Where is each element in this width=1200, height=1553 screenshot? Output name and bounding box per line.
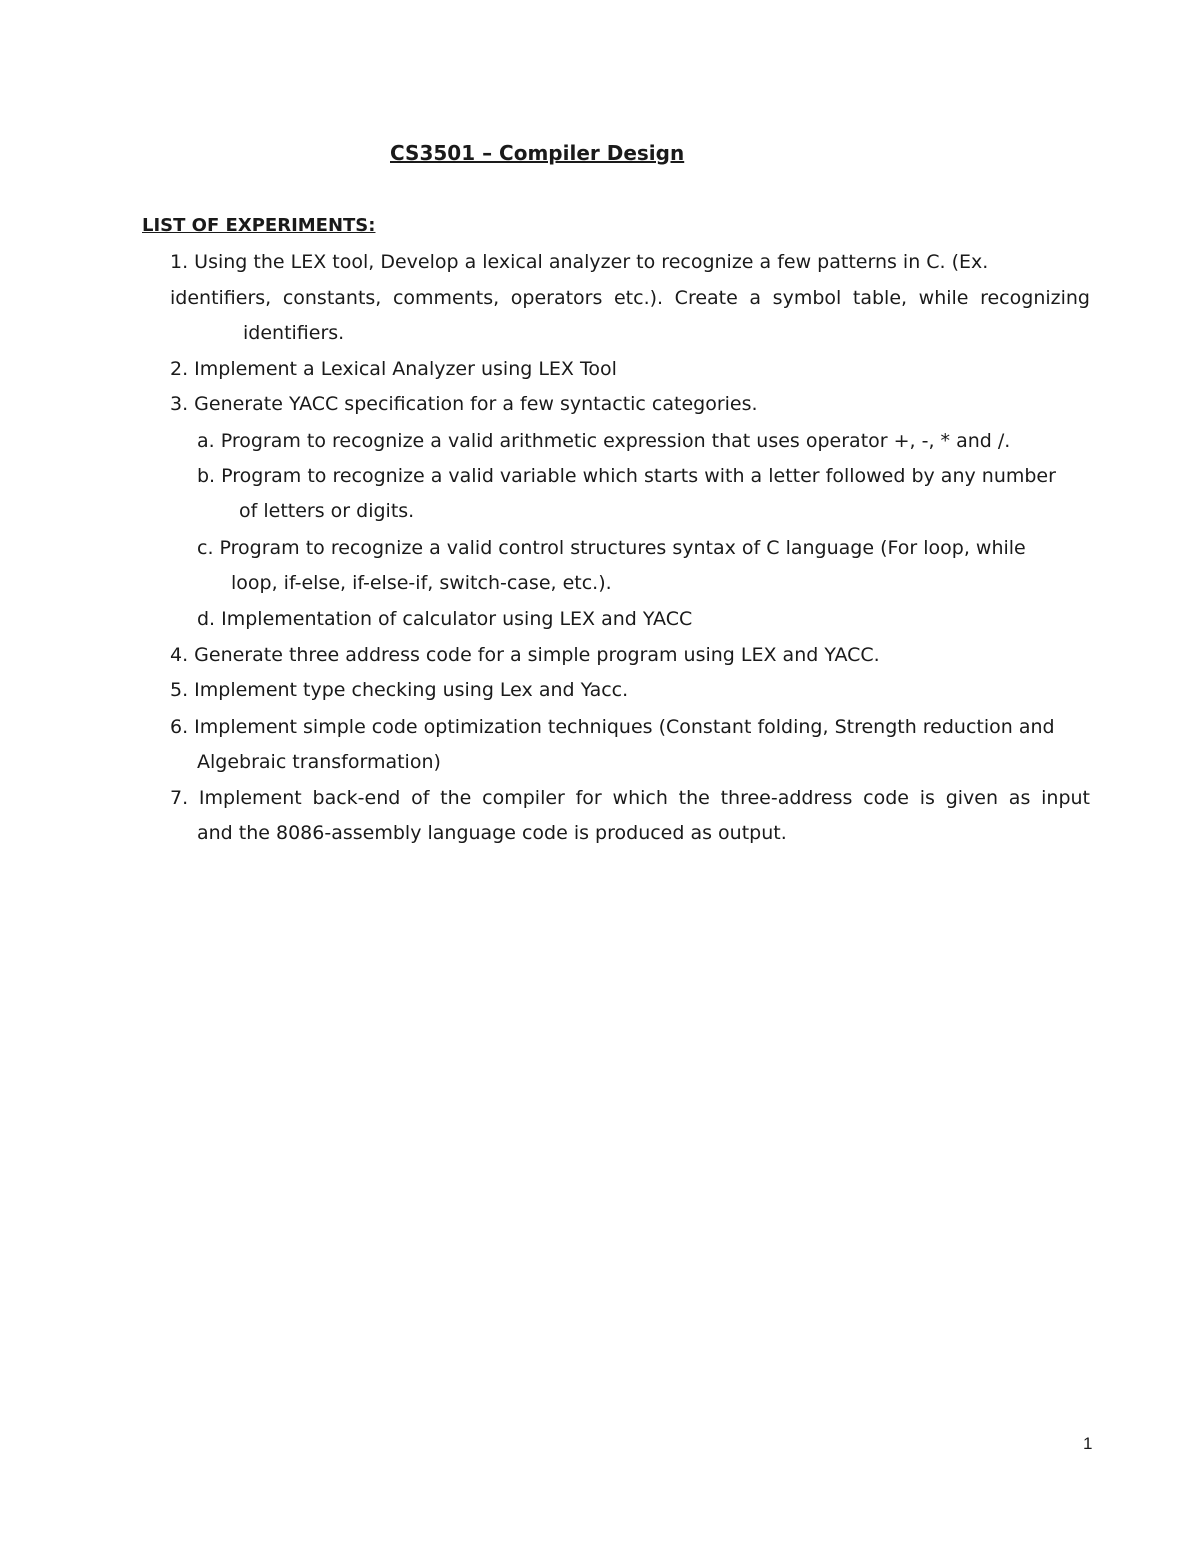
experiment-5: 5. Implement type checking using Lex and Yacc. [170,679,629,701]
experiment-2: 2. Implement a Lexical Analyzer using LEX Tool [170,358,617,380]
experiment-3: 3. Generate YACC specification for a few syntactic categories. [170,393,758,415]
experiment-1-line-2: identifiers, constants, comments, operators etc.). Create a symbol table, while recognizing [170,287,1090,309]
experiment-3c-line-2: loop, if-else, if-else-if, switch-case, etc.). [231,572,612,594]
experiment-7-line-1: 7. Implement back-end of the compiler for which the three-address code is given as input [170,787,1090,809]
experiment-4: 4. Generate three address code for a simple program using LEX and YACC. [170,644,880,666]
experiment-3a: a. Program to recognize a valid arithmetic expression that uses operator +, -, * and /. [197,430,1011,452]
experiment-3d: d. Implementation of calculator using LEX and YACC [197,608,693,630]
page-number: 1 [1083,1434,1093,1453]
experiment-1-line-1: 1. Using the LEX tool, Develop a lexical analyzer to recognize a few patterns in C. (Ex. [170,251,989,273]
experiment-6-line-2: Algebraic transformation) [197,751,441,773]
document-title: CS3501 – Compiler Design [390,141,685,165]
experiment-3b-line-1: b. Program to recognize a valid variable which starts with a letter followed by any number [197,465,1056,487]
experiment-6-line-1: 6. Implement simple code optimization techniques (Constant folding, Strength reduction and [170,716,1055,738]
experiment-7-line-2: and the 8086-assembly language code is produced as output. [197,822,787,844]
experiment-1-line-3: identifiers. [243,322,345,344]
experiment-3c-line-1: c. Program to recognize a valid control structures syntax of C language (For loop, while [197,537,1026,559]
experiments-heading: LIST OF EXPERIMENTS: [142,215,376,236]
experiment-3b-line-2: of letters or digits. [239,500,415,522]
